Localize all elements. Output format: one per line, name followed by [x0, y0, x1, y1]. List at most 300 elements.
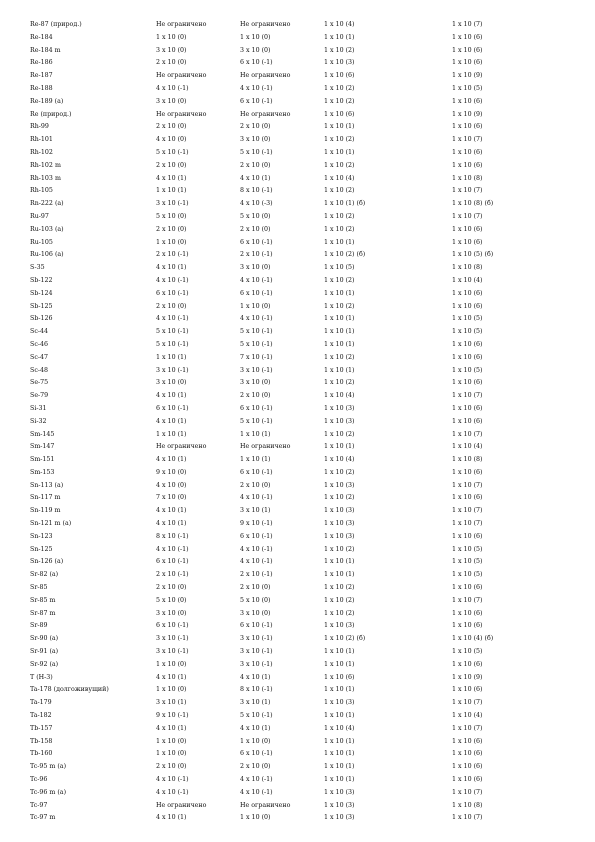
activity-concentration-cell: 1 х 10 (1)	[324, 340, 355, 348]
a1-value-cell: 5 х 10 (-1)	[156, 328, 189, 336]
nuclide-cell: Sc-48	[30, 366, 48, 374]
a1-value-cell: 4 х 10 (1)	[156, 507, 187, 515]
table-row	[30, 211, 570, 224]
nuclide-cell: Sr-85	[30, 584, 48, 592]
activity-limit-cell: 1 х 10 (8)	[452, 174, 483, 182]
nuclide-cell: T (H-3)	[30, 673, 53, 681]
table-row	[30, 403, 570, 416]
activity-concentration-cell: 1 х 10 (1)	[324, 737, 355, 745]
activity-concentration-cell: 1 х 10 (1)	[324, 315, 355, 323]
table-row	[30, 569, 570, 582]
table-row	[30, 134, 570, 147]
a2-value-cell: 4 х 10 (-1)	[240, 788, 273, 796]
activity-limit-cell: 1 х 10 (7)	[452, 481, 483, 489]
a2-value-cell: 6 х 10 (-1)	[240, 622, 273, 630]
activity-limit-cell: 1 х 10 (6)	[452, 404, 483, 412]
table-row	[30, 467, 570, 480]
a1-value-cell: Не ограничено	[156, 110, 207, 118]
a1-value-cell: 2 х 10 (0)	[156, 59, 187, 67]
activity-concentration-cell: 1 х 10 (1)	[324, 712, 355, 720]
activity-concentration-cell: 1 х 10 (2)	[324, 161, 355, 169]
a1-value-cell: 2 х 10 (-1)	[156, 571, 189, 579]
a1-value-cell: 9 х 10 (0)	[156, 468, 187, 476]
a1-value-cell: 2 х 10 (0)	[156, 763, 187, 771]
nuclide-cell: Se-79	[30, 392, 49, 400]
activity-concentration-cell: 1 х 10 (1)	[324, 148, 355, 156]
nuclide-cell: Rh-101	[30, 136, 53, 144]
a1-value-cell: 4 х 10 (0)	[156, 481, 187, 489]
table-row	[30, 224, 570, 237]
activity-concentration-cell: 1 х 10 (2)	[324, 302, 355, 310]
activity-limit-cell: 1 х 10 (6)	[452, 686, 483, 694]
a1-value-cell: 5 х 10 (-1)	[156, 340, 189, 348]
activity-concentration-cell: 1 х 10 (2)	[324, 84, 355, 92]
a2-value-cell: 5 х 10 (0)	[240, 212, 271, 220]
activity-concentration-cell: 1 х 10 (1)	[324, 558, 355, 566]
activity-limit-cell: 1 х 10 (4)	[452, 712, 483, 720]
activity-concentration-cell: 1 х 10 (1)	[324, 289, 355, 297]
a1-value-cell: 1 х 10 (1)	[156, 187, 187, 195]
nuclide-cell: Si-32	[30, 417, 47, 425]
a2-value-cell: 3 х 10 (-1)	[240, 648, 273, 656]
nuclide-cell: Re-189 (а)	[30, 97, 64, 105]
table-row	[30, 377, 570, 390]
table-row	[30, 620, 570, 633]
activity-limit-cell: 1 х 10 (9)	[452, 673, 483, 681]
table-row	[30, 800, 570, 813]
a2-value-cell: 3 х 10 (0)	[240, 609, 271, 617]
table-row	[30, 736, 570, 749]
table-row	[30, 697, 570, 710]
a2-value-cell: 5 х 10 (-1)	[240, 328, 273, 336]
nuclide-cell: Re-186	[30, 59, 53, 67]
activity-limit-cell: 1 х 10 (6)	[452, 289, 483, 297]
a2-value-cell: 5 х 10 (-1)	[240, 340, 273, 348]
a1-value-cell: 1 х 10 (1)	[156, 353, 187, 361]
nuclide-cell: Ru-105	[30, 238, 53, 246]
table-row	[30, 326, 570, 339]
nuclide-cell: Sr-91 (а)	[30, 648, 59, 656]
nuclide-cell: Sm-153	[30, 468, 55, 476]
activity-concentration-cell: 1 х 10 (6)	[324, 673, 355, 681]
a2-value-cell: 4 х 10 (1)	[240, 174, 271, 182]
activity-limit-cell: 1 х 10 (6)	[452, 417, 483, 425]
activity-concentration-cell: 1 х 10 (2)	[324, 494, 355, 502]
activity-limit-cell: 1 х 10 (6)	[452, 584, 483, 592]
activity-concentration-cell: 1 х 10 (4)	[324, 174, 355, 182]
activity-limit-cell: 1 х 10 (7)	[452, 392, 483, 400]
activity-concentration-cell: 1 х 10 (2)	[324, 584, 355, 592]
a1-value-cell: 3 х 10 (0)	[156, 379, 187, 387]
activity-concentration-cell: 1 х 10 (3)	[324, 699, 355, 707]
activity-concentration-cell: 1 х 10 (1)	[324, 366, 355, 374]
table-row	[30, 57, 570, 70]
a2-value-cell: 5 х 10 (0)	[240, 596, 271, 604]
a2-value-cell: 1 х 10 (1)	[240, 456, 271, 464]
nuclide-cell: Re-184	[30, 33, 53, 41]
a1-value-cell: 4 х 10 (-1)	[156, 276, 189, 284]
nuclide-cell: Sr-89	[30, 622, 48, 630]
a1-value-cell: 2 х 10 (0)	[156, 123, 187, 131]
activity-concentration-cell: 1 х 10 (2)	[324, 353, 355, 361]
activity-concentration-cell: 1 х 10 (2)	[324, 212, 355, 220]
a2-value-cell: 3 х 10 (-1)	[240, 635, 273, 643]
activity-limit-cell: 1 х 10 (7)	[452, 699, 483, 707]
activity-limit-cell: 1 х 10 (7)	[452, 507, 483, 515]
a1-value-cell: 2 х 10 (0)	[156, 161, 187, 169]
a2-value-cell: Не ограничено	[240, 443, 291, 451]
a1-value-cell: 3 х 10 (0)	[156, 609, 187, 617]
activity-limit-cell: 1 х 10 (4) (б)	[452, 635, 494, 643]
activity-limit-cell: 1 х 10 (6)	[452, 238, 483, 246]
a1-value-cell: 2 х 10 (-1)	[156, 251, 189, 259]
activity-limit-cell: 1 х 10 (7)	[452, 212, 483, 220]
activity-concentration-cell: 1 х 10 (3)	[324, 481, 355, 489]
nuclide-cell: Rh-103 m	[30, 174, 61, 182]
activity-concentration-cell: 1 х 10 (1)	[324, 123, 355, 131]
nuclide-cell: Sr-92 (а)	[30, 660, 59, 668]
nuclide-cell: Re-184 m	[30, 46, 61, 54]
a2-value-cell: 4 х 10 (1)	[240, 724, 271, 732]
activity-concentration-cell: 1 х 10 (1)	[324, 750, 355, 758]
table-row	[30, 237, 570, 250]
a1-value-cell: 4 х 10 (1)	[156, 520, 187, 528]
table-row	[30, 659, 570, 672]
activity-concentration-cell: 1 х 10 (3)	[324, 801, 355, 809]
table-row	[30, 787, 570, 800]
table-row	[30, 96, 570, 109]
a2-value-cell: 2 х 10 (-1)	[240, 571, 273, 579]
table-row	[30, 147, 570, 160]
table-row	[30, 313, 570, 326]
activity-concentration-cell: 1 х 10 (1)	[324, 33, 355, 41]
a1-value-cell: 4 х 10 (-1)	[156, 315, 189, 323]
a1-value-cell: 4 х 10 (-1)	[156, 788, 189, 796]
a2-value-cell: 4 х 10 (1)	[240, 673, 271, 681]
nuclide-cell: Rh-105	[30, 187, 53, 195]
activity-concentration-cell: 1 х 10 (6)	[324, 110, 355, 118]
activity-concentration-cell: 1 х 10 (1)	[324, 328, 355, 336]
activity-limit-cell: 1 х 10 (6)	[452, 379, 483, 387]
table-row	[30, 288, 570, 301]
activity-concentration-cell: 1 х 10 (3)	[324, 404, 355, 412]
a2-value-cell: Не ограничено	[240, 110, 291, 118]
table-row	[30, 633, 570, 646]
nuclide-cell: Tb-157	[30, 724, 53, 732]
nuclide-cell: Tc-96 m (а)	[30, 788, 67, 796]
a1-value-cell: 4 х 10 (1)	[156, 673, 187, 681]
activity-concentration-cell: 1 х 10 (4)	[324, 724, 355, 732]
nuclide-cell: Se-75	[30, 379, 49, 387]
table-row	[30, 19, 570, 32]
nuclide-cell: Sn-123	[30, 532, 53, 540]
a1-value-cell: 4 х 10 (-1)	[156, 84, 189, 92]
a2-value-cell: 1 х 10 (1)	[240, 430, 271, 438]
nuclide-cell: Sn-117 m	[30, 494, 61, 502]
a1-value-cell: 9 х 10 (-1)	[156, 712, 189, 720]
activity-limit-cell: 1 х 10 (6)	[452, 660, 483, 668]
a1-value-cell: 5 х 10 (0)	[156, 212, 187, 220]
a2-value-cell: 8 х 10 (-1)	[240, 187, 273, 195]
activity-limit-cell: 1 х 10 (5)	[452, 648, 483, 656]
a2-value-cell: 3 х 10 (0)	[240, 136, 271, 144]
a2-value-cell: 4 х 10 (-1)	[240, 494, 273, 502]
activity-limit-cell: 1 х 10 (6)	[452, 468, 483, 476]
a1-value-cell: Не ограничено	[156, 801, 207, 809]
a2-value-cell: 1 х 10 (0)	[240, 737, 271, 745]
nuclide-cell: Rh-99	[30, 123, 49, 131]
activity-concentration-cell: 1 х 10 (3)	[324, 814, 355, 822]
nuclide-cell: Sb-122	[30, 276, 53, 284]
a2-value-cell: 6 х 10 (-1)	[240, 468, 273, 476]
table-row	[30, 160, 570, 173]
a1-value-cell: 5 х 10 (0)	[156, 596, 187, 604]
a2-value-cell: 2 х 10 (0)	[240, 225, 271, 233]
table-row	[30, 429, 570, 442]
table-row	[30, 365, 570, 378]
activity-limit-cell: 1 х 10 (6)	[452, 302, 483, 310]
activity-concentration-cell: 1 х 10 (3)	[324, 622, 355, 630]
table-row	[30, 761, 570, 774]
nuclide-cell: Tc-97	[30, 801, 48, 809]
activity-limit-cell: 1 х 10 (6)	[452, 776, 483, 784]
a1-value-cell: 4 х 10 (1)	[156, 174, 187, 182]
nuclide-cell: Si-31	[30, 404, 47, 412]
a1-value-cell: 4 х 10 (1)	[156, 724, 187, 732]
table-row	[30, 262, 570, 275]
activity-limit-cell: 1 х 10 (6)	[452, 737, 483, 745]
nuclide-cell: Tc-97 m	[30, 814, 56, 822]
a1-value-cell: 5 х 10 (-1)	[156, 148, 189, 156]
a1-value-cell: 1 х 10 (0)	[156, 686, 187, 694]
activity-concentration-cell: 1 х 10 (3)	[324, 532, 355, 540]
table-row	[30, 32, 570, 45]
a1-value-cell: 6 х 10 (-1)	[156, 404, 189, 412]
activity-concentration-cell: 1 х 10 (5)	[324, 264, 355, 272]
activity-concentration-cell: 1 х 10 (2)	[324, 430, 355, 438]
activity-limit-cell: 1 х 10 (5)	[452, 315, 483, 323]
table-row	[30, 70, 570, 83]
table-row	[30, 109, 570, 122]
a2-value-cell: Не ограничено	[240, 21, 291, 28]
nuclide-cell: Ru-97	[30, 212, 49, 220]
activity-limit-cell: 1 х 10 (6)	[452, 46, 483, 54]
activity-limit-cell: 1 х 10 (6)	[452, 59, 483, 67]
a2-value-cell: 2 х 10 (0)	[240, 481, 271, 489]
a1-value-cell: 6 х 10 (-1)	[156, 622, 189, 630]
table-row	[30, 454, 570, 467]
a2-value-cell: 6 х 10 (-1)	[240, 532, 273, 540]
activity-limit-cell: 1 х 10 (5)	[452, 84, 483, 92]
a1-value-cell: 3 х 10 (-1)	[156, 635, 189, 643]
a2-value-cell: 1 х 10 (0)	[240, 814, 271, 822]
activity-concentration-cell: 1 х 10 (3)	[324, 520, 355, 528]
table-row	[30, 748, 570, 761]
a2-value-cell: 6 х 10 (-1)	[240, 59, 273, 67]
a1-value-cell: 1 х 10 (0)	[156, 33, 187, 41]
a2-value-cell: 2 х 10 (0)	[240, 763, 271, 771]
a2-value-cell: 4 х 10 (-1)	[240, 558, 273, 566]
table-row	[30, 544, 570, 557]
activity-limit-cell: 1 х 10 (7)	[452, 520, 483, 528]
nuclide-cell: Ta-179	[30, 699, 52, 707]
table-row	[30, 710, 570, 723]
activity-concentration-cell: 1 х 10 (2)	[324, 225, 355, 233]
activity-limit-cell: 1 х 10 (5)	[452, 366, 483, 374]
table-row	[30, 352, 570, 365]
activity-limit-cell: 1 х 10 (6)	[452, 123, 483, 131]
a1-value-cell: 6 х 10 (-1)	[156, 558, 189, 566]
a2-value-cell: 4 х 10 (-1)	[240, 545, 273, 553]
activity-concentration-cell: 1 х 10 (2)	[324, 609, 355, 617]
a2-value-cell: 5 х 10 (-1)	[240, 148, 273, 156]
activity-concentration-cell: 1 х 10 (2)	[324, 379, 355, 387]
a1-value-cell: 4 х 10 (1)	[156, 417, 187, 425]
activity-concentration-cell: 1 х 10 (4)	[324, 392, 355, 400]
table-row	[30, 185, 570, 198]
nuclide-cell: Rh-102	[30, 148, 53, 156]
nuclide-cell: Rn-222 (а)	[30, 200, 64, 208]
table-row	[30, 595, 570, 608]
activity-limit-cell: 1 х 10 (6)	[452, 33, 483, 41]
a1-value-cell: 3 х 10 (1)	[156, 699, 187, 707]
activity-concentration-cell: 1 х 10 (6)	[324, 72, 355, 80]
nuclide-cell: Re-187	[30, 72, 53, 80]
a2-value-cell: 3 х 10 (1)	[240, 507, 271, 515]
activity-concentration-cell: 1 х 10 (1)	[324, 686, 355, 694]
activity-limit-cell: 1 х 10 (6)	[452, 622, 483, 630]
activity-limit-cell: 1 х 10 (6)	[452, 494, 483, 502]
nuclide-cell: Sc-44	[30, 328, 48, 336]
nuclide-cell: Sm-145	[30, 430, 55, 438]
nuclide-cell: Sr-82 (а)	[30, 571, 59, 579]
activity-limit-cell: 1 х 10 (6)	[452, 353, 483, 361]
a1-value-cell: 1 х 10 (1)	[156, 430, 187, 438]
table-row	[30, 83, 570, 96]
table-row	[30, 480, 570, 493]
a2-value-cell: 6 х 10 (-1)	[240, 238, 273, 246]
a2-value-cell: 1 х 10 (0)	[240, 33, 271, 41]
a2-value-cell: 6 х 10 (-1)	[240, 750, 273, 758]
a2-value-cell: 3 х 10 (-1)	[240, 366, 273, 374]
a2-value-cell: 5 х 10 (-1)	[240, 712, 273, 720]
activity-limit-cell: 1 х 10 (4)	[452, 443, 483, 451]
activity-concentration-cell: 1 х 10 (2)	[324, 97, 355, 105]
activity-limit-cell: 1 х 10 (7)	[452, 21, 483, 28]
nuclide-cell: Tc-95 m (а)	[30, 763, 67, 771]
activity-limit-cell: 1 х 10 (6)	[452, 148, 483, 156]
a2-value-cell: 5 х 10 (-1)	[240, 417, 273, 425]
a1-value-cell: 2 х 10 (0)	[156, 584, 187, 592]
a1-value-cell: 1 х 10 (0)	[156, 750, 187, 758]
a2-value-cell: 1 х 10 (0)	[240, 302, 271, 310]
a2-value-cell: 2 х 10 (-1)	[240, 251, 273, 259]
nuclide-cell: Sn-121 m (а)	[30, 520, 72, 528]
activity-concentration-cell: 1 х 10 (1)	[324, 238, 355, 246]
activity-limit-cell: 1 х 10 (6)	[452, 763, 483, 771]
a1-value-cell: 4 х 10 (1)	[156, 392, 187, 400]
activity-concentration-cell: 1 х 10 (2)	[324, 187, 355, 195]
activity-limit-cell: 1 х 10 (5)	[452, 545, 483, 553]
nuclide-cell: Tb-160	[30, 750, 53, 758]
table-row	[30, 684, 570, 697]
activity-limit-cell: 1 х 10 (6)	[452, 609, 483, 617]
activity-limit-cell: 1 х 10 (7)	[452, 136, 483, 144]
table-row	[30, 45, 570, 58]
a2-value-cell: 2 х 10 (0)	[240, 161, 271, 169]
a2-value-cell: 3 х 10 (0)	[240, 264, 271, 272]
table-row	[30, 812, 570, 825]
activity-limit-cell: 1 х 10 (4)	[452, 276, 483, 284]
activity-concentration-cell: 1 х 10 (2)	[324, 136, 355, 144]
activity-limit-cell: 1 х 10 (8)	[452, 456, 483, 464]
nuclide-cell: Sn-119 m	[30, 507, 61, 515]
activity-limit-cell: 1 х 10 (7)	[452, 430, 483, 438]
a1-value-cell: 1 х 10 (0)	[156, 238, 187, 246]
activity-concentration-cell: 1 х 10 (2)	[324, 46, 355, 54]
a2-value-cell: 3 х 10 (0)	[240, 379, 271, 387]
table-row	[30, 198, 570, 211]
a1-value-cell: 6 х 10 (-1)	[156, 289, 189, 297]
table-row	[30, 723, 570, 736]
a2-value-cell: 8 х 10 (-1)	[240, 686, 273, 694]
a2-value-cell: 6 х 10 (-1)	[240, 404, 273, 412]
a1-value-cell: 3 х 10 (0)	[156, 46, 187, 54]
activity-concentration-cell: 1 х 10 (1)	[324, 776, 355, 784]
a1-value-cell: 1 х 10 (0)	[156, 660, 187, 668]
nuclide-cell: Ru-103 (а)	[30, 225, 64, 233]
a2-value-cell: 4 х 10 (-1)	[240, 276, 273, 284]
activity-concentration-cell: 1 х 10 (2)	[324, 468, 355, 476]
activity-concentration-cell: 1 х 10 (3)	[324, 59, 355, 67]
a2-value-cell: 4 х 10 (-3)	[240, 200, 273, 208]
table-row	[30, 121, 570, 134]
nuclide-cell: Sr-85 m	[30, 596, 56, 604]
activity-limit-cell: 1 х 10 (7)	[452, 724, 483, 732]
a1-value-cell: 3 х 10 (-1)	[156, 648, 189, 656]
a1-value-cell: 4 х 10 (1)	[156, 814, 187, 822]
a1-value-cell: 8 х 10 (-1)	[156, 532, 189, 540]
nuclide-cell: Sc-47	[30, 353, 48, 361]
table-row	[30, 416, 570, 429]
activity-limit-cell: 1 х 10 (5)	[452, 558, 483, 566]
table-row	[30, 301, 570, 314]
activity-limit-cell: 1 х 10 (6)	[452, 161, 483, 169]
activity-limit-cell: 1 х 10 (5) (б)	[452, 251, 494, 259]
table-row	[30, 492, 570, 505]
activity-concentration-cell: 1 х 10 (3)	[324, 507, 355, 515]
activity-limit-cell: 1 х 10 (5)	[452, 571, 483, 579]
a2-value-cell: 6 х 10 (-1)	[240, 289, 273, 297]
table-row	[30, 672, 570, 685]
a1-value-cell: 3 х 10 (0)	[156, 97, 187, 105]
table-row	[30, 556, 570, 569]
activity-limit-cell: 1 х 10 (8)	[452, 801, 483, 809]
a1-value-cell: 4 х 10 (0)	[156, 136, 187, 144]
activity-limit-cell: 1 х 10 (5)	[452, 328, 483, 336]
activity-limit-cell: 1 х 10 (6)	[452, 532, 483, 540]
a2-value-cell: Не ограничено	[240, 801, 291, 809]
table-row	[30, 774, 570, 787]
a1-value-cell: Не ограничено	[156, 72, 207, 80]
a1-value-cell: 2 х 10 (0)	[156, 225, 187, 233]
activity-concentration-cell: 1 х 10 (1)	[324, 763, 355, 771]
table-row	[30, 505, 570, 518]
activity-limit-cell: 1 х 10 (6)	[452, 97, 483, 105]
a2-value-cell: 3 х 10 (0)	[240, 46, 271, 54]
nuclide-cell: Sr-90 (а)	[30, 635, 59, 643]
nuclide-cell: Tb-158	[30, 737, 53, 745]
